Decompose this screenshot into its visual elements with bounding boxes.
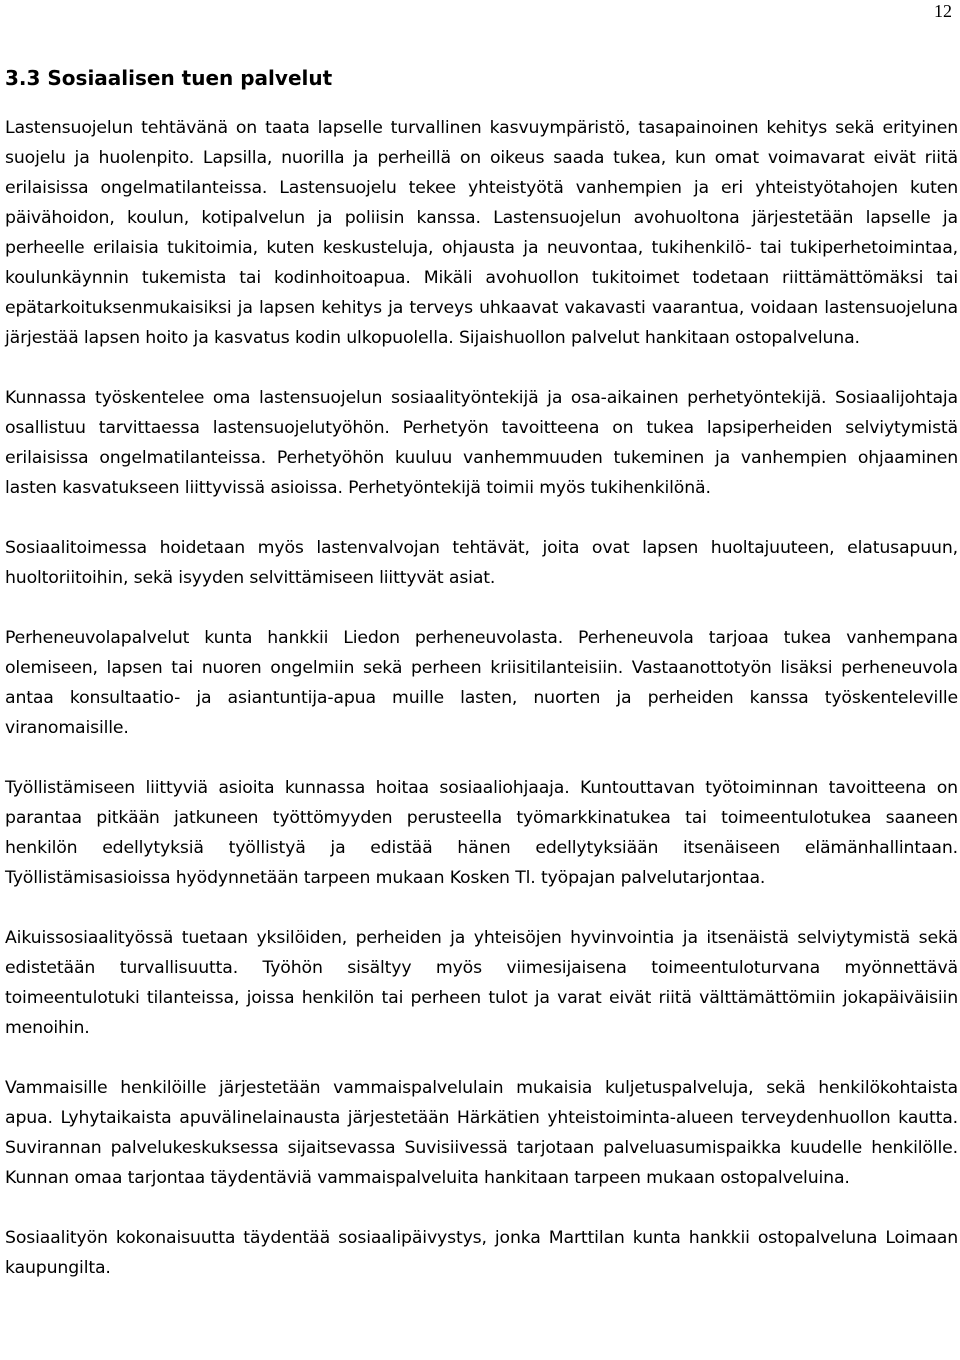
paragraph-social-emergency: Sosiaalityön kokonaisuutta täydentää sosiaalipäivystys, jonka Marttilan kunta hankkii ostopalveluna Loimaan kaupungilta. [5, 1228, 958, 1278]
section-heading: 3.3 Sosiaalisen tuen palvelut [5, 66, 333, 90]
paragraph-adult-social-work: Aikuissosiaalityössä tuetaan yksilöiden, perheiden ja yhteisöjen hyvinvointia ja itsenäistä selviytymistä sekä edistetään turvallisuutta. Työhön sisältyy myös viimesijaisena toimeentuloturvana myönnettävä toimeentulotuki tilanteissa, joissa henkilön tai perheen tulot ja varat eivät riitä välttämättömiin jokapäiväisiin menoihin. [5, 928, 958, 1038]
section-body [5, 113, 958, 1313]
page-number: 12 [934, 1, 952, 21]
paragraph-family-counseling: Perheneuvolapalvelut kunta hankkii Liedon perheneuvolasta. Perheneuvola tarjoaa tukea vanhempana olemiseen, lapsen tai nuoren ongelmiin sekä perheen kriisitilanteisiin. Vastaanottotyön lisäksi perheneuvola antaa konsultaatio- ja asiantuntija-apua muille lasten, nuorten ja perheiden kanssa työskenteleville viranomaisille. [5, 628, 958, 738]
paragraph-child-supervisor: Sosiaalitoimessa hoidetaan myös lastenvalvojan tehtävät, joita ovat lapsen huoltajuuteen, elatusapuun, huoltoriitoihin, sekä isyyden selvittämiseen liittyvät asiat. [5, 538, 958, 588]
paragraph-child-welfare: Lastensuojelun tehtävänä on taata lapselle turvallinen kasvuympäristö, tasapainoinen kehitys sekä erityinen suojelu ja huolenpito. Lapsilla, nuorilla ja perheillä on oikeus saada tukea, kun omat voimavarat eivät riitä erilaisissa ongelmatilanteissa. Lastensuojelu tekee yhteistyötä vanhempien ja eri yhteistyötahojen kuten päivähoidon, koulun, kotipalvelun ja poliisin kanssa. Lastensuojelun avohuoltona järjestetään lapselle ja perheelle erilaisia tukitoimia, kuten keskusteluja, ohjausta ja neuvontaa, tukihenkilö- tai tukiperhetoimintaa, koulunkäynnin tukemista tai kodinhoitoapua. Mikäli avohuollon tukitoimet todetaan riittämättömäksi tai epätarkoituksenmukaisiksi ja lapsen kehitys ja terveys uhkaavat vakavasti vaarantua, voidaan lastensuojeluna järjestää lapsen hoito ja kasvatus kodin ulkopuolella. Sijaishuollon palvelut hankitaan ostopalveluna. [5, 118, 958, 348]
paragraph-disability-services: Vammaisille henkilöille järjestetään vammaispalvelulain mukaisia kuljetuspalveluja, sekä henkilökohtaista apua. Lyhytaikaista apuvälinelainausta järjestetään Härkätien yhteistoiminta-alueen terveydenhuollon kautta. Suvirannan palvelukeskuksessa sijaitsevassa Suvisiivessä tarjotaan palveluasumispaikka kuudelle henkilölle. Kunnan omaa tarjontaa täydentäviä vammaispalveluita hankitaan tarpeen mukaan ostopalveluina. [5, 1078, 958, 1188]
paragraph-family-work: Kunnassa työskentelee oma lastensuojelun sosiaalityöntekijä ja osa-aikainen perhetyöntekijä. Sosiaalijohtaja osallistuu tarvittaessa lastensuojelutyöhön. Perhetyön tavoitteena on tukea lapsiperheiden selviytymistä erilaisissa ongelmatilanteissa. Perhetyöhön kuuluu vanhemmuuden tukeminen ja vanhempien ohjaaminen lasten kasvatukseen liittyvissä asioissa. Perhetyöntekijä toimii myös tukihenkilönä. [5, 388, 958, 498]
paragraph-employment: Työllistämiseen liittyviä asioita kunnassa hoitaa sosiaaliohjaaja. Kuntouttavan työtoiminnan tavoitteena on parantaa pitkään jatkuneen työttömyyden perusteella työmarkkinatukea tai toimeentulotukea saaneen henkilön edellytyksiä työllistyä ja edistää hänen edellytyksiään itsenäiseen elämänhallintaan. Työllistämisasioissa hyödynnetään tarpeen mukaan Kosken Tl. työpajan palvelutarjontaa. [5, 778, 958, 888]
